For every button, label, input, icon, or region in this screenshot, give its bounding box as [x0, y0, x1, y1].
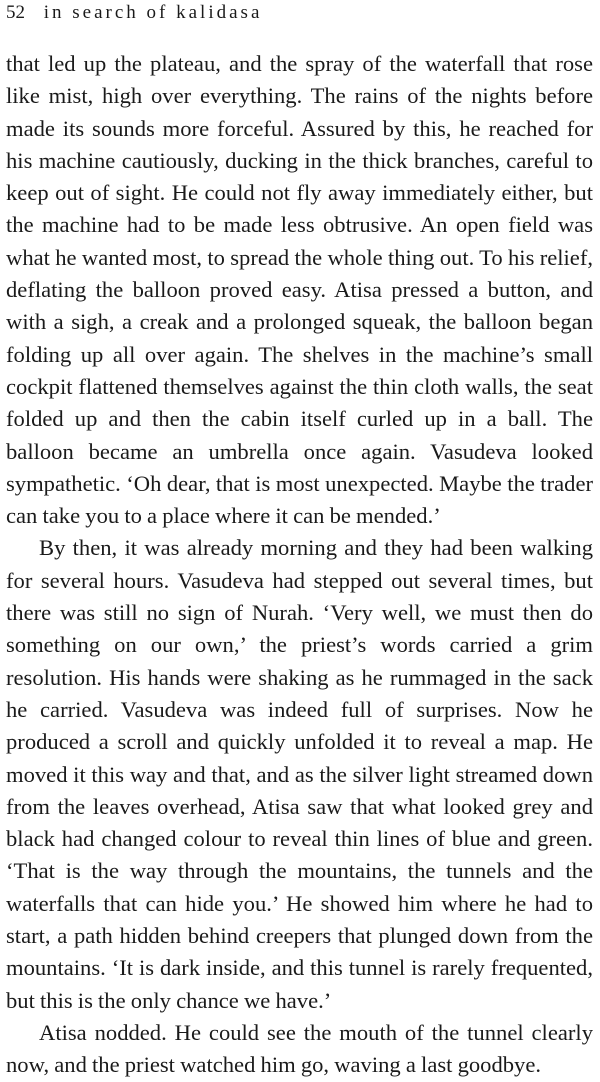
running-head	[6, 0, 262, 26]
running-title: in search of kalidasa	[43, 2, 263, 23]
body-text	[6, 48, 593, 1082]
paragraph: Atisa nodded. He could see the mouth of the tunnel clearly now, and the priest watched him go, waving a last goodbye.	[6, 1019, 593, 1078]
paragraph-continuation: that led up the plateau, and the spray of the waterfall that rose like mist, high over everything. The rains of the nights before made its sounds more forceful. Assured by this, he reached for his machine cautiously, ducking in the thick branches, careful to keep out of sight. He could not fly away immediately either, but the machine had to be made less obtrusive. An open field was what he wanted most, to spread the whole thing out. To his relief, deflating the balloon proved easy. Atisa pressed a button, and with a sigh, a creak and a prolonged squeak, the balloon began folding up all over again. The shelves in the machine’s small cockpit flattened themselves against the thin cloth walls, the seat folded up and then the cabin itself curled up in a ball. The balloon became an umbrella once again. Vasudeva looked sympathetic. ‘Oh dear, that is most unexpected. Maybe the trader can take you to a place where it can be mended.’	[6, 51, 593, 529]
paragraph: By then, it was already morning and they had been walking for several hours. Vasudeva had stepped out several times, but there was still no sign of Nurah. ‘Very well, we must then do something on our own,’ the priest’s words carried a grim resolution. His hands were shaking as he rummaged in the sack he carried. Vasudeva was indeed full of surprises. Now he produced a scroll and quickly unfolded it to reveal a map. He moved it this way and that, and as the silver light streamed down from the leaves overhead, Atisa saw that what looked grey and black had changed colour to reveal thin lines of blue and green. ‘That is the way through the mountains, the tunnels and the waterfalls that can hide you.’ He showed him where he had to start, a path hidden behind creepers that plunged down from the mountains. ‘It is dark inside, and this tunnel is rarely frequented, but this is the only chance we have.’	[6, 535, 593, 1013]
page-number: 52	[6, 2, 25, 23]
